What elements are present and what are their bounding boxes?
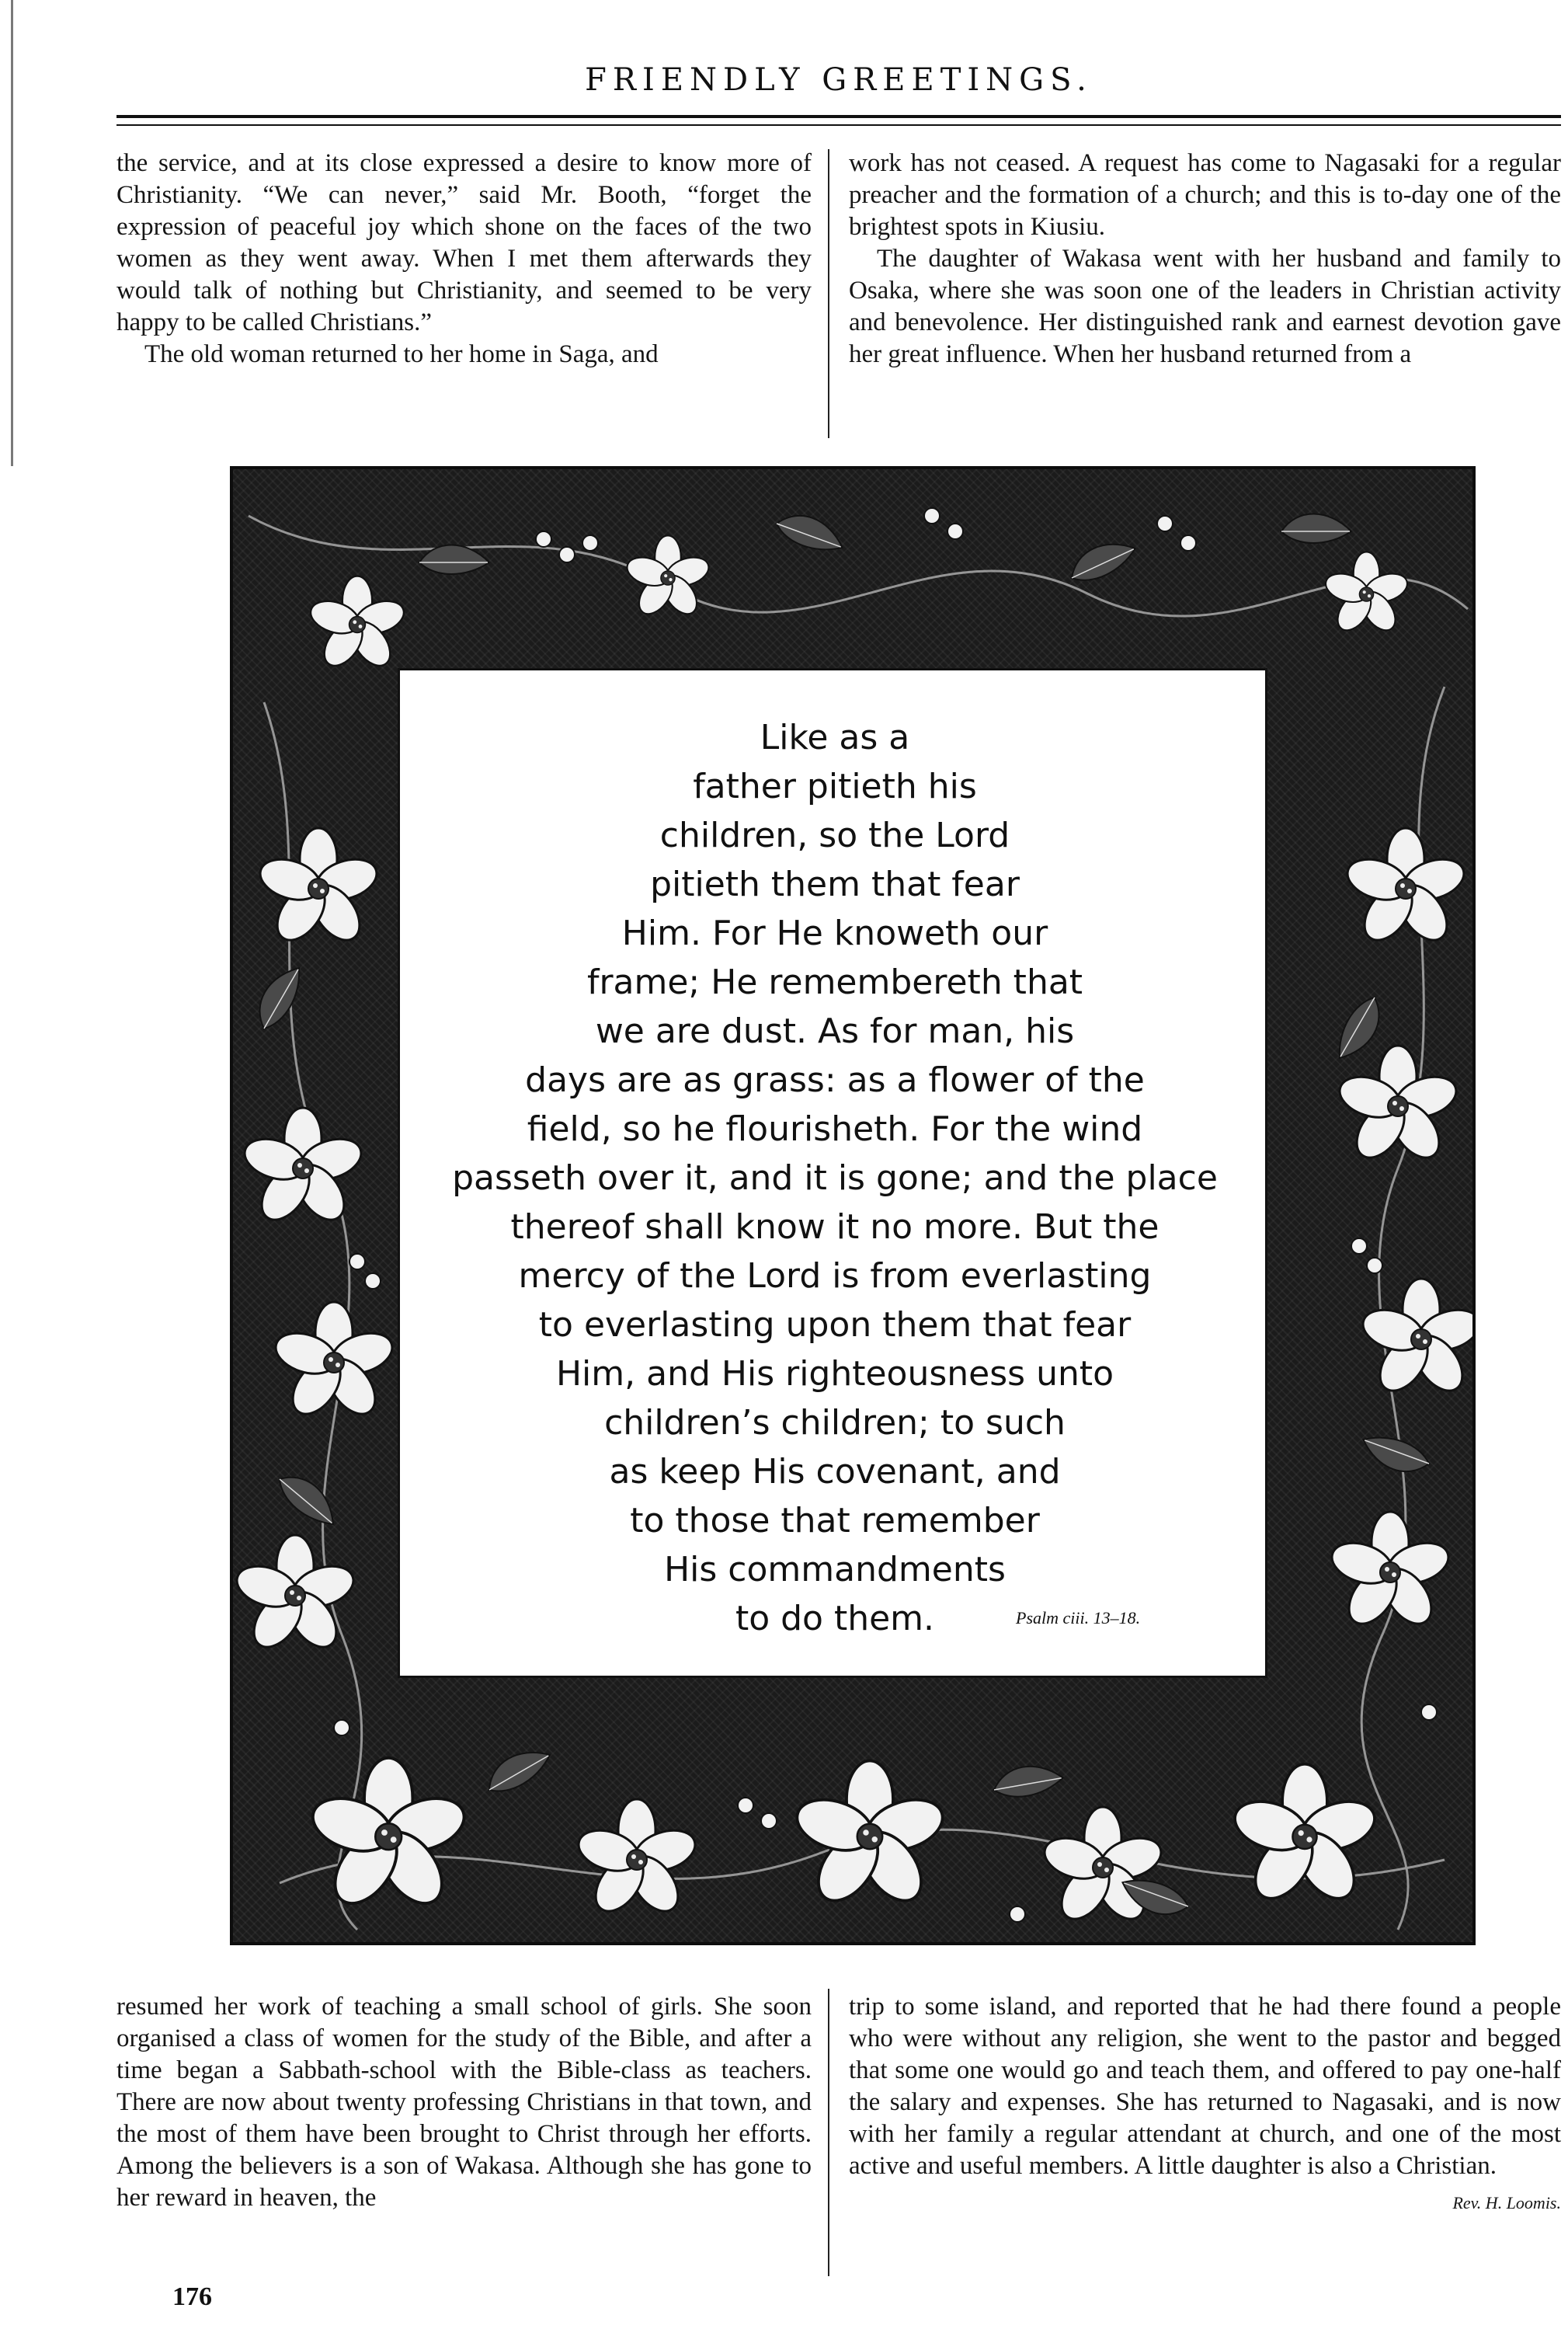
verse-line: children, so the Lord	[659, 816, 1010, 855]
verse-line: pitieth them that fear	[650, 865, 1020, 904]
column-divider-bottom	[828, 1989, 829, 2276]
paragraph: The daughter of Wakasa went with her husband and family to Osaka, where she was soon one of the leaders in Christian activity and benevolence. Her distinguished rank and earnest devotion gave her great influence. When her husband returned from a	[849, 245, 1561, 368]
verse-line: passeth over it, and it is gone; and the place	[452, 1158, 1218, 1198]
column-top-right	[849, 148, 1561, 371]
paragraph: the service, and at its close expressed a desire to know more of Christianity. “We can never,” said Mr. Booth, “forget the expression of peaceful joy which shone on the faces of the two women as they went away. When I met them afterwards they would talk of nothing but Christianity, and seemed to be very happy to be called Christians.”	[116, 149, 812, 336]
author-credit: Rev. H. Loomis.	[1452, 2193, 1561, 2212]
verse-line: as keep His covenant, and	[609, 1452, 1061, 1492]
verse-line: thereof shall know it no more. But the	[510, 1207, 1159, 1247]
verse-line: field, so he flourisheth. For the wind	[527, 1109, 1143, 1149]
header-rule-thin	[116, 124, 1561, 126]
page-number: 176	[172, 2282, 212, 2311]
verse-line: frame; He remembereth that	[586, 963, 1083, 1002]
header-rule-thick	[116, 115, 1561, 118]
paragraph: resumed her work of teaching a small school of girls. She soon organised a class of women for the study of the Bible, and after a time began a Sabbath-school with the Bible-class as teachers. There are now about twenty professing Christians in that town, and the most of them have been brought to Christ through her efforts. Among the believers is a son of Wakasa. Although she has gone to her reward in heaven, the	[116, 1993, 812, 2212]
paragraph: trip to some island, and reported that he had there found a people who were without any religion, she went to the pastor and begged that some one would go and teach them, and offered to pay one-half the salary and expenses. She has returned to Nagasaki, and is now with her family a regular attendant at church, and one of the most active and useful members. A little daughter is also a Christian.	[849, 1993, 1561, 2180]
binding-edge	[0, 0, 13, 466]
page-header-title: FRIENDLY GREETINGS.	[585, 62, 1093, 98]
verse-reference: Psalm ciii. 13–18.	[1016, 1608, 1141, 1628]
paragraph: The old woman returned to her home in Saga, and	[144, 340, 659, 368]
verse-line: His commandments	[664, 1550, 1006, 1589]
verse-line: mercy of the Lord is from everlasting	[518, 1256, 1152, 1296]
column-bottom-left	[116, 1991, 812, 2214]
verse-line: Him. For He knoweth our	[621, 914, 1048, 953]
verse-line: children’s children; to such	[604, 1403, 1066, 1443]
verse-line: days are as grass: as a flower of the	[525, 1060, 1145, 1100]
verse-line: to those that remember	[630, 1501, 1040, 1540]
verse-text	[419, 713, 1250, 1643]
column-top-left	[116, 148, 812, 371]
verse-line: father pitieth his	[693, 767, 977, 806]
verse-line: we are dust. As for man, his	[595, 1011, 1075, 1051]
column-divider-top	[828, 149, 829, 438]
verse-line: to do them.	[735, 1599, 935, 1638]
verse-line: to everlasting upon them that fear	[538, 1305, 1132, 1345]
verse-line: Him, and His righteousness unto	[555, 1354, 1114, 1394]
column-bottom-right	[849, 1991, 1561, 2219]
paragraph: work has not ceased. A request has come to Nagasaki for a regular preacher and the formation of a church; and this is to-day one of the brightest spots in Kiusiu.	[849, 149, 1561, 241]
verse-line: Like as a	[760, 718, 910, 757]
